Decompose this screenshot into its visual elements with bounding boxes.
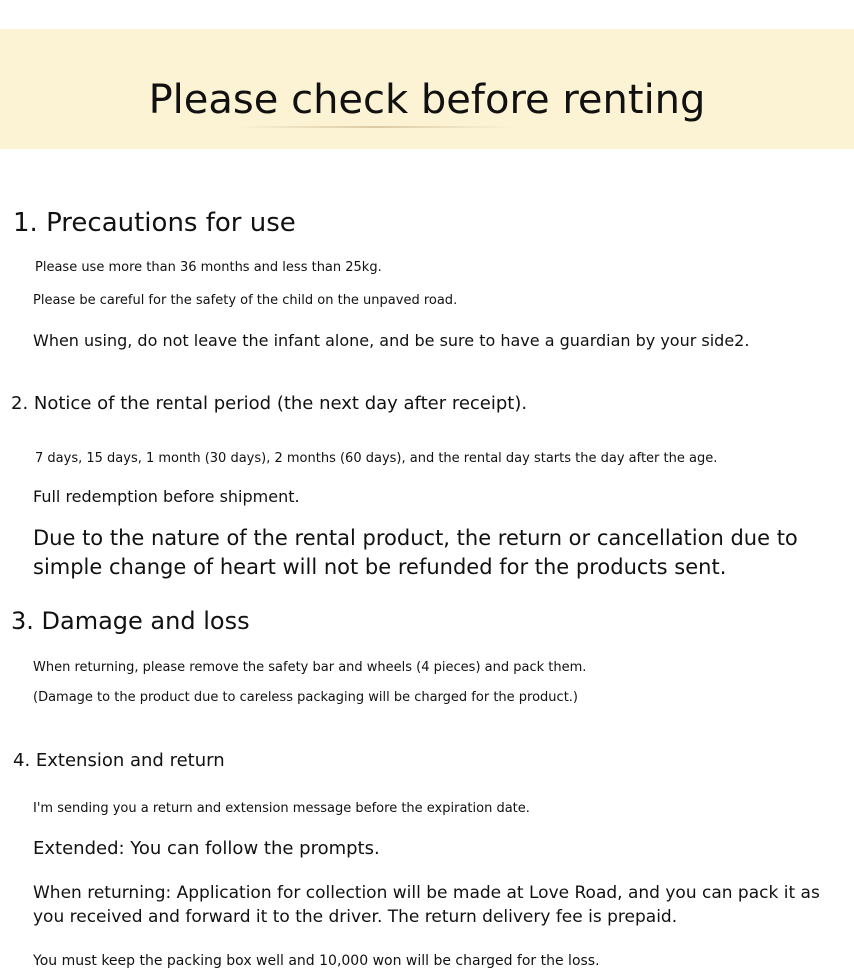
damage-line: (Damage to the product due to careless packaging will be charged for the product.)	[33, 690, 578, 705]
precaution-line: When using, do not leave the infant alone, and be sure to have a guardian by your side2.	[33, 331, 750, 350]
section-heading-damage: 3. Damage and loss	[11, 607, 250, 635]
extension-line: I'm sending you a return and extension message before the expiration date.	[33, 801, 530, 816]
section-heading-rental-period: 2. Notice of the rental period (the next day after receipt).	[11, 393, 528, 414]
section-heading-extension: 4. Extension and return	[13, 750, 225, 771]
page-title: Please check before renting	[148, 77, 706, 123]
rental-period-line: Full redemption before shipment.	[33, 487, 300, 506]
rental-period-notice: Due to the nature of the rental product, the return or cancellation due to simple change of heart will not be refunded for the products sent.	[33, 526, 798, 579]
precaution-line: Please use more than 36 months and less than 25kg.	[35, 260, 382, 275]
damage-line: When returning, please remove the safety bar and wheels (4 pieces) and pack them.	[33, 660, 587, 675]
title-underline	[235, 126, 515, 128]
rental-period-line: 7 days, 15 days, 1 month (30 days), 2 months (60 days), and the rental day starts the day after the age.	[35, 451, 718, 466]
section-heading-precautions: 1. Precautions for use	[13, 208, 296, 238]
extension-line: Extended: You can follow the prompts.	[33, 838, 380, 859]
extension-line: You must keep the packing box well and 10,000 won will be charged for the loss.	[33, 953, 600, 969]
extension-return-notice: When returning: Application for collection will be made at Love Road, and you can pack it as you received and forward it to the driver. The return delivery fee is prepaid.	[33, 883, 820, 927]
precaution-line: Please be careful for the safety of the child on the unpaved road.	[33, 293, 458, 308]
